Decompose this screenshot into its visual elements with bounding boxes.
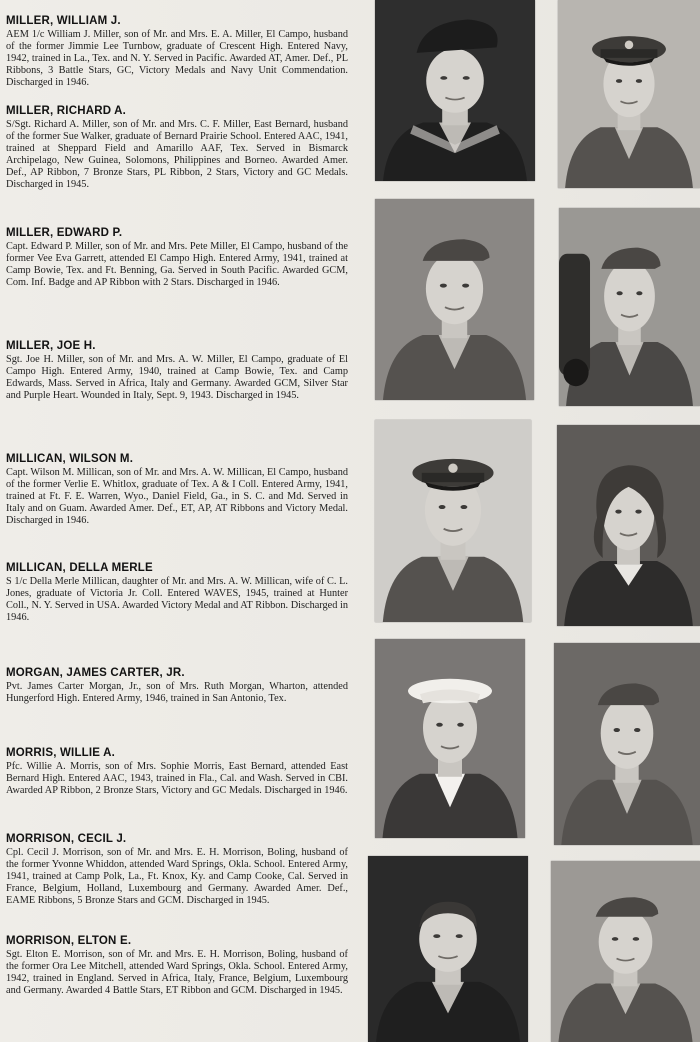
army-officer-portrait-icon <box>558 0 700 188</box>
entry-bio: Pfc. Willie A. Morris, son of Mrs. Sophie Morris, East Bernard, attended East Bernard High. Entered AAC, 1943, trained in Fla., Cal. and Wash. Served in CBI. Awarded AP Ribbon, 2 Bronze Stars, Victory and GC Medals. Discharged in 1946. <box>6 761 348 796</box>
entry-bio: Sgt. Elton E. Morrison, son of Mr. and Mrs. E. H. Morrison, Boling, husband of the former Ora Lee Mitchell, attended Ward Springs, Okla. School. Entered Army, 1942, trained in England. Served in Africa, Italy, France, Belgium, Luxembourg and Germany. Awarded 4 Battle Stars, ET Ribbon and GCM. Discharged in 1945. <box>6 949 348 996</box>
entry-miller-edward <box>6 226 348 289</box>
entry-name: MORRIS, WILLIE A. <box>6 747 116 759</box>
entry-bio: S 1/c Della Merle Millican, daughter of Mr. and Mrs. A. W. Millican, wife of C. L. Jones, graduate of Victoria Jr. Coll. Entered WAVES, 1945, trained at Hunter Coll., N. Y. Served in USA. Awarded Victory Medal and AT Ribbon. Discharged in 1946. <box>6 576 348 623</box>
navy-sailor-portrait-icon <box>375 0 535 181</box>
entry-name: MORRISON, CECIL J. <box>6 833 127 845</box>
civilian-man-portrait-icon <box>368 856 528 1042</box>
waves-woman-portrait-icon <box>557 425 700 626</box>
entry-name: MILLICAN, DELLA MERLE <box>6 562 153 574</box>
army-soldier-portrait-icon <box>551 861 700 1042</box>
entry-morrison-cecil <box>6 832 348 907</box>
biography-column <box>6 0 352 1042</box>
entry-bio: Capt. Wilson M. Millican, son of Mr. and Mrs. A. W. Millican, El Campo, husband of the former Verlie E. Whitlox, graduate of Tex. A & I Coll. Entered Army, 1941, trained at Ft. F. E. Warren, Wyo., Daniel Field, Ga., in S. C. and Md. Served in Italy and on Guam. Awarded Amer. Def., ET, AP, AT Ribbons and Victory Medal. Discharged in 1946. <box>6 467 348 526</box>
entry-millican-della <box>6 561 348 624</box>
entry-name: MILLER, WILLIAM J. <box>6 15 121 27</box>
army-soldier-portrait-icon <box>375 199 534 400</box>
army-soldier-portrait-icon <box>554 643 700 845</box>
army-officer-portrait-icon <box>375 420 531 622</box>
entry-bio: Sgt. Joe H. Miller, son of Mr. and Mrs. A. W. Miller, El Campo, graduate of El Campo High. Entered Army, 1940, trained at Camp Bowie, Tex. and Camp Edwards, Mass. Served in Africa, Italy and Germany. Awarded GCM, Silver Star and Purple Heart. Wounded in Italy, Sept. 9, 1943. Discharged in 1945. <box>6 354 348 401</box>
entry-name: MORRISON, ELTON E. <box>6 935 132 947</box>
entry-name: MORGAN, JAMES CARTER, JR. <box>6 667 185 679</box>
entry-name: MILLER, EDWARD P. <box>6 227 123 239</box>
entry-millican-wilson <box>6 452 348 527</box>
soldier-by-car-photo-icon <box>559 208 700 406</box>
entry-bio: Pvt. James Carter Morgan, Jr., son of Mrs. Ruth Morgan, Wharton, attended Hungerford High. Entered Army, 1946, trained in San Antonio, Tex. <box>6 681 348 704</box>
entry-name: MILLICAN, WILSON M. <box>6 453 134 465</box>
entry-bio: AEM 1/c William J. Miller, son of Mr. and Mrs. E. A. Miller, El Campo, husband of the former Jimmie Lee Turnbow, graduate of Crescent High. Entered Navy, 1942, trained in La., Tex. and N. Y. Served in Pacific. Awarded AT, Amer. Def., PL Ribbons, 3 Battle Stars, GC, Victory Medals and Navy Unit Commendation. Discharged in 1946. <box>6 29 348 88</box>
entry-name: MILLER, RICHARD A. <box>6 105 127 117</box>
navy-sailor-portrait-icon <box>375 639 525 838</box>
entry-bio: Capt. Edward P. Miller, son of Mr. and Mrs. Pete Miller, El Campo, husband of the former Vee Eva Garrett, attended El Campo High. Entered Army, 1941, trained at Camp Bowie, Tex. and Ft. Benning, Ga. Served in South Pacific. Awarded GCM, Com. Inf. Badge and AP Ribbon with 2 Stars. Discharged in 1946. <box>6 241 348 288</box>
entry-bio: Cpl. Cecil J. Morrison, son of Mr. and Mrs. E. H. Morrison, Boling, husband of the former Yvonne Whiddon, attended Ward Springs, Okla. School. Entered Army, 1941, trained at Camp Polk, La., Ft. Knox, Ky. and Camp Cooke, Cal. Served in France, Belgium, Holland, Luxembourg and Germany. Awarded Amer. Def., EAME Ribbons, 5 Bronze Stars and GCM. Discharged in 1945. <box>6 847 348 906</box>
entry-morrison-elton <box>6 934 348 997</box>
entry-name: MILLER, JOE H. <box>6 340 96 352</box>
entry-morris-willie <box>6 746 348 797</box>
entry-morgan-james <box>6 666 348 705</box>
entry-miller-joe <box>6 339 348 402</box>
entry-bio: S/Sgt. Richard A. Miller, son of Mr. and Mrs. C. F. Miller, East Bernard, husband of the former Sue Walker, graduate of Bernard Prairie School. Entered AAC, 1941, trained at Sheppard Field and Amarillo AAF, Tex. Served in Bismarck Archipelago, New Guinea, Solomons, Philippines and Borneo. Awarded Amer. Def., AP Ribbon, 7 Bronze Stars, PL Ribbon, 2 Stars, Victory and GC Medals. Discharged in 1945. <box>6 119 348 190</box>
entry-miller-richard <box>6 104 348 191</box>
entry-miller-william <box>6 14 348 89</box>
